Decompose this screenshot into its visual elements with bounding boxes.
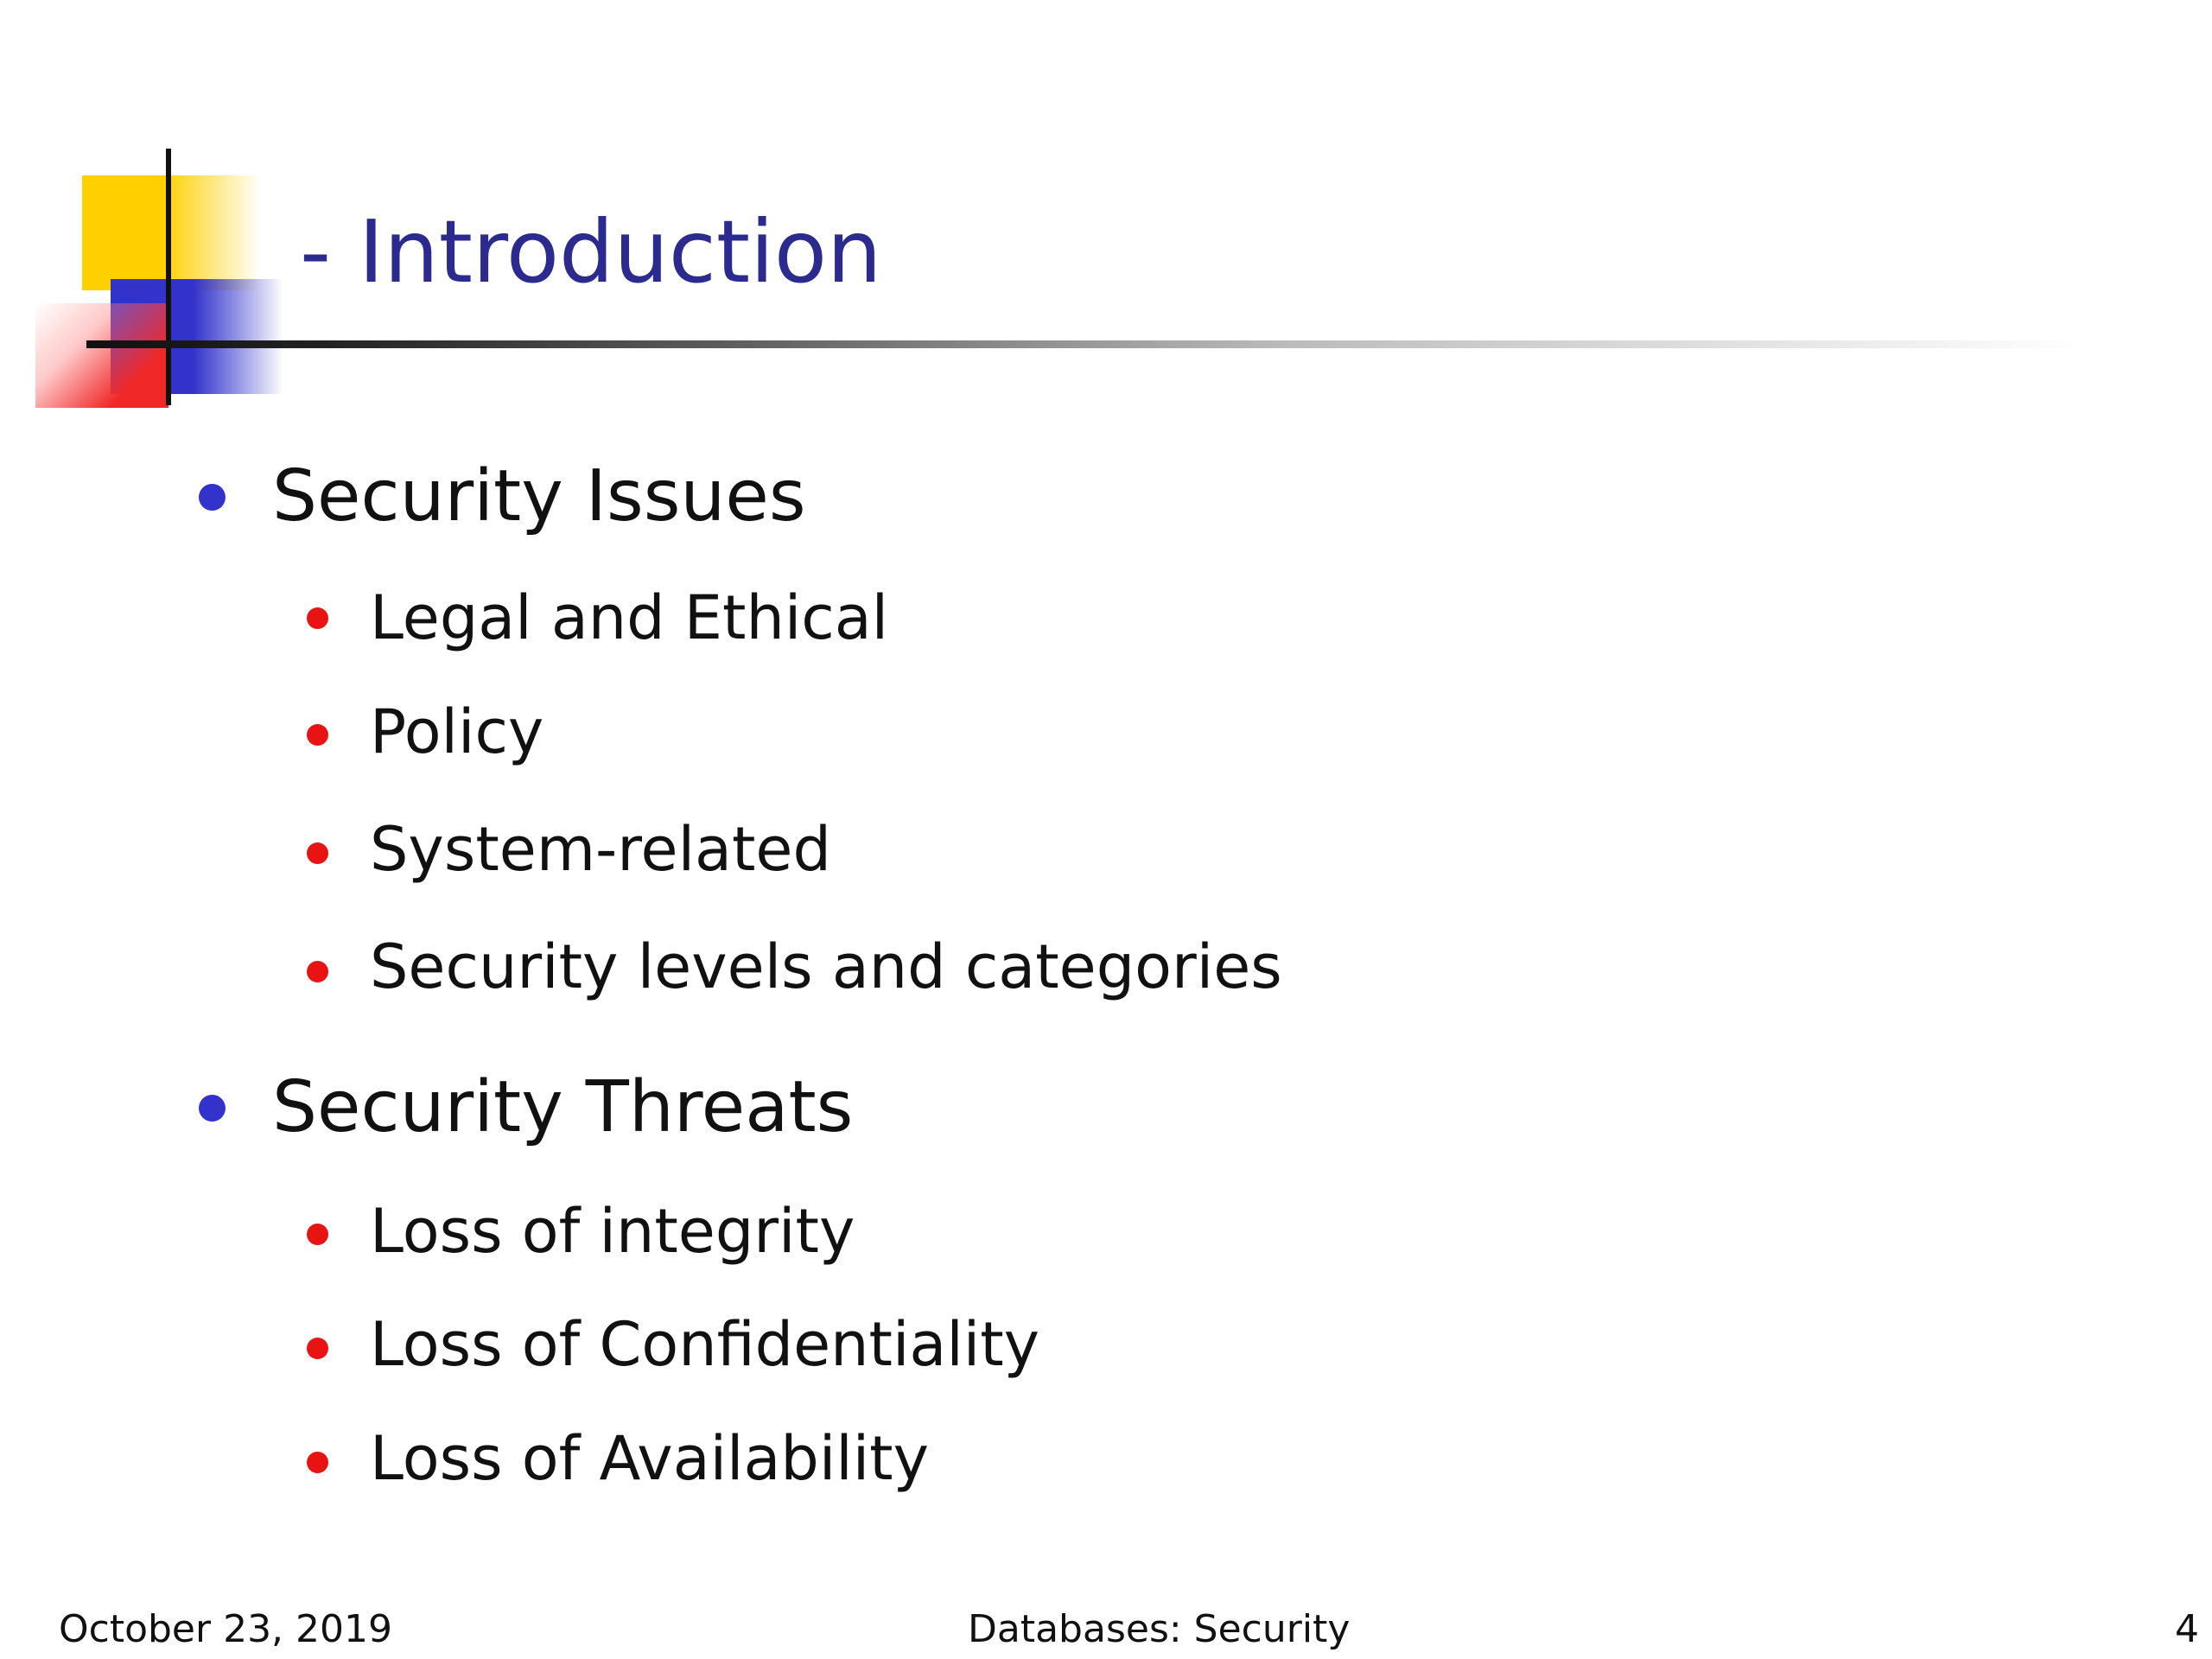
decorative-red-square [35,303,168,408]
level2-bullet-icon [307,842,328,864]
list-item: Loss of Confidentiality [370,1309,1040,1380]
list-item: Security levels and categories [370,931,1282,1002]
level2-bullet-icon [307,724,328,746]
list-item: Loss of integrity [370,1196,855,1267]
level1-bullet-icon [199,1095,226,1122]
level2-bullet-icon [307,1338,328,1359]
title-underline-rule [86,340,2082,348]
list-item: System-related [370,814,831,885]
slide-title: - Introduction [300,201,882,302]
footer-page-number: 4 [2175,1607,2199,1651]
level1-bullet-icon [199,484,226,511]
list-item: Loss of Availability [370,1423,930,1494]
footer-date: October 23, 2019 [59,1607,393,1651]
level2-bullet-icon [307,961,328,982]
level2-bullet-icon [307,607,328,629]
section-heading-security-issues: Security Issues [272,455,806,537]
decorative-vertical-line [166,149,171,405]
decorative-yellow-square [82,175,261,290]
section-heading-security-threats: Security Threats [272,1066,854,1148]
footer-title: Databases: Security [968,1607,1351,1651]
list-item: Legal and Ethical [370,582,889,653]
list-item: Policy [370,696,544,767]
level2-bullet-icon [307,1224,328,1245]
level2-bullet-icon [307,1452,328,1473]
